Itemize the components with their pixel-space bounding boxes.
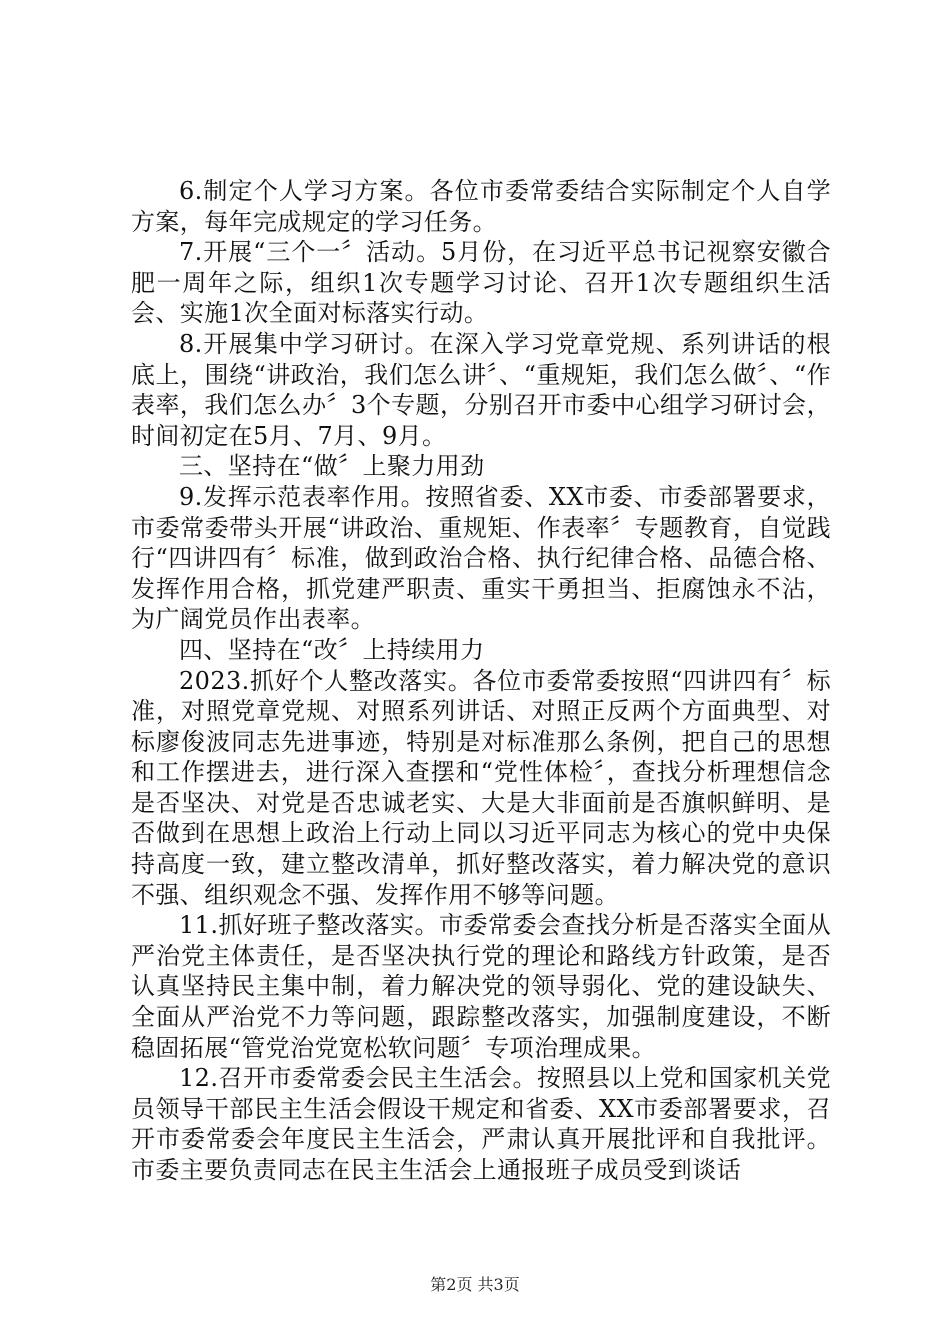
paragraph-7: 7.开展“三个一〞活动。5月份，在习近平总书记视察安徽合肥一周年之际，组织1次专题学习讨论、召开1次专题组织生活会、实施1次全面对标落实行动。 — [131, 238, 831, 328]
paragraph-6: 6.制定个人学习方案。各位市委常委结合实际制定个人自学方案，每年完成规定的学习任务。 — [131, 177, 831, 236]
section-heading-4: 四、坚持在“改〞上持续用力 — [179, 635, 485, 664]
paragraph-9: 9.发挥示范表率作用。按照省委、XX市委、市委部署要求，市委常委带头开展“讲政治、重规矩、作表率〞专题教育，自觉践行“四讲四有〞标准，做到政治合格、执行纪律合格、品德合格、发挥作用合格，抓党建严职责、重实干勇担当、拒腐蚀永不沾，为广阔党员作出表率。 — [131, 482, 831, 634]
paragraph-8: 8.开展集中学习研讨。在深入学习党章党规、系列讲话的根底上，围绕“讲政治，我们怎么讲〞、“重规矩，我们怎么做〞、“作表率，我们怎么办〞3个专题，分别召开市委中心组学习研讨会，时间初定在5月、7月、9月。 — [131, 329, 831, 450]
paragraph-12: 12.召开市委常委会民主生活会。按照县以上党和国家机关党员领导干部民主生活会假设干规定和省委、XX市委部署要求，召开市委常委会年度民主生活会，严肃认真开展批评和自我批评。市委主要负责同志在民主生活会上通报班子成员受到谈话 — [131, 1064, 831, 1184]
paragraph-11: 11.抓好班子整改落实。市委常委会查找分析是否落实全面从严治党主体责任，是否坚决执行党的理论和路线方针政策，是否认真坚持民主集中制，着力解决党的领导弱化、党的建设缺失、全面从严治党不力等问题，跟踪整改落实，加强制度建设，不断稳固拓展“管党治党宽松软问题〞专项治理成果。 — [131, 911, 831, 1062]
page-footer: 第2页 共3页 — [430, 1275, 520, 1294]
section-heading-3: 三、坚持在“做〞上聚力用劲 — [179, 452, 485, 481]
document-body — [131, 176, 831, 1186]
paragraph-10: 2023.抓好个人整改落实。各位市委常委按照“四讲四有〞标准，对照党章党规、对照系列讲话、对照正反两个方面典型、对标廖俊波同志先进事迹，特别是对标准那么条例，把自己的思想和工作摆进去，进行深入查摆和“党性体检〞，查找分析理想信念是否坚决、对党是否忠诚老实、大是大非面前是否旗帜鲜明、是否做到在思想上政治上行动上同以习近平同志为核心的党中央保持高度一致，建立整改清单，抓好整改落实，着力解决党的意识不强、组织观念不强、发挥作用不够等问题。 — [131, 666, 831, 909]
